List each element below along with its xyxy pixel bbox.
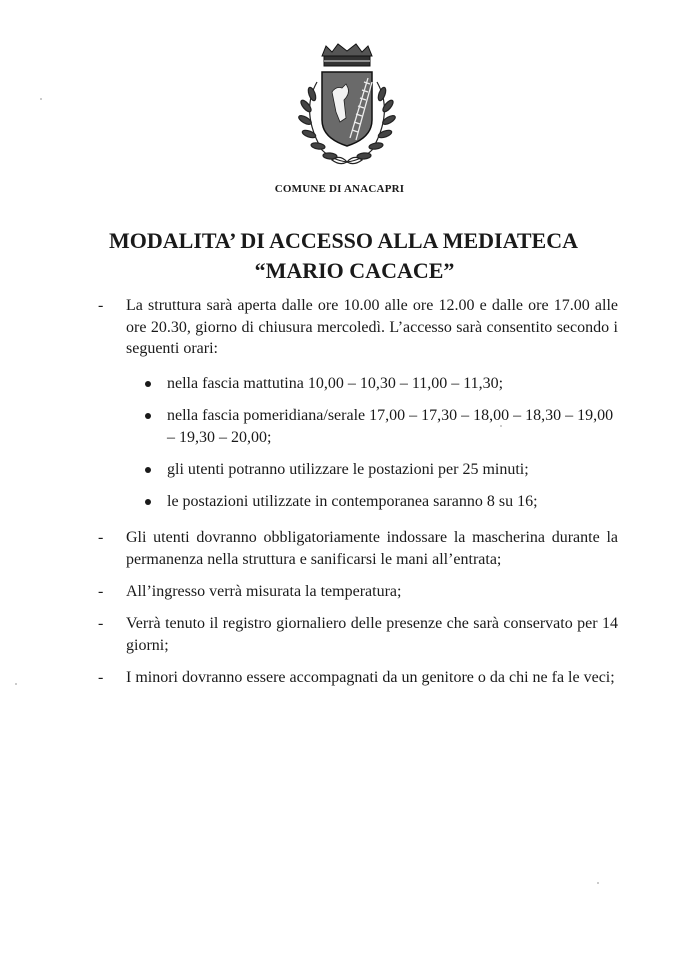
bullet-icon xyxy=(145,499,151,505)
sub-item-text: nella fascia pomeridiana/serale 17,00 – 17,30 – 18,00 – 18,30 – 19,00 – 19,30 – 20,00; xyxy=(167,407,614,446)
dash-marker: - xyxy=(98,583,104,600)
sub-item-text: gli utenti potranno utilizzare le postazioni per 25 minuti; xyxy=(167,461,529,478)
dash-marker: - xyxy=(98,615,104,632)
bullet-icon xyxy=(145,467,151,473)
dash-marker: - xyxy=(98,669,104,686)
list-item-register xyxy=(98,613,618,656)
list-item-minors xyxy=(98,667,618,689)
bullet-icon xyxy=(145,381,151,387)
municipality-name: COMUNE DI ANACAPRI xyxy=(274,183,405,195)
list-item-text: I minori dovranno essere accompagnati da un genitore o da chi ne fa le veci; xyxy=(126,669,615,686)
list-item-text: La struttura sarà aperta dalle ore 10.00 alle ore 12.00 e dalle ore 17.00 alle ore 20.30, giorno di chiusura mercoledì. L’accesso sarà consentito secondo i seguenti orari: xyxy=(126,297,618,357)
scan-speck xyxy=(597,882,599,884)
title-line-2: “MARIO CACACE” xyxy=(254,258,455,283)
sub-item-afternoon xyxy=(145,405,615,448)
dash-marker: - xyxy=(98,297,104,314)
list-item-text: Verrà tenuto il registro giornaliero delle presenze che sarà conservato per 14 giorni; xyxy=(126,615,618,654)
sub-item-text: nella fascia mattutina 10,00 – 10,30 – 11,00 – 11,30; xyxy=(167,375,504,392)
crown-icon xyxy=(322,44,372,66)
sub-item-stations xyxy=(145,491,615,513)
sub-item-duration xyxy=(145,459,615,481)
scan-speck xyxy=(15,683,17,685)
document-title xyxy=(0,226,679,286)
list-item-mask xyxy=(98,527,618,570)
dash-marker: - xyxy=(98,529,104,546)
bullet-icon xyxy=(145,413,151,419)
scan-speck xyxy=(500,425,502,427)
sub-item-text: le postazioni utilizzate in contemporanea saranno 8 su 16; xyxy=(167,493,538,510)
title-line-1: MODALITA’ DI ACCESSO ALLA MEDIATECA xyxy=(109,228,578,253)
coat-of-arms-icon xyxy=(292,42,402,167)
list-item-text: All’ingresso verrà misurata la temperatura; xyxy=(126,583,402,600)
shield-icon xyxy=(322,72,372,146)
list-item-text: Gli utenti dovranno obbligatoriamente indossare la mascherina durante la permanenza nella struttura e sanificarsi le mani all’entrata; xyxy=(126,529,618,568)
scan-speck xyxy=(40,98,42,100)
list-item-opening-hours xyxy=(98,295,618,360)
sub-item-morning xyxy=(145,373,615,395)
list-item-temperature xyxy=(98,581,618,603)
